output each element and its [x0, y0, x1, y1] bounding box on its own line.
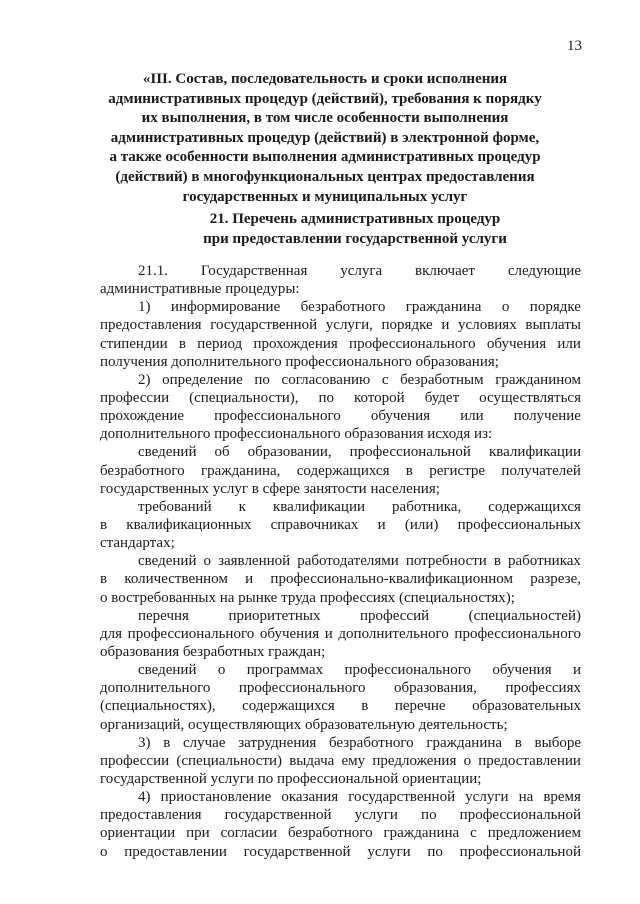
body-text	[100, 262, 581, 861]
body-word: заявленной	[218, 553, 291, 570]
body-word: о	[100, 843, 108, 860]
body-word: (или)	[404, 516, 439, 533]
body-word: предложением	[487, 825, 581, 842]
section-heading-line: «III. Состав, последовательность и сроки исполнения	[142, 71, 508, 87]
body-word: и	[377, 516, 386, 533]
body-word: предоставлении	[478, 752, 581, 769]
body-word: в	[100, 516, 108, 533]
body-word: справочниках	[270, 516, 359, 533]
body-word: выплаты	[525, 317, 581, 334]
section-heading-line: административных процедур (действий), требования к порядку	[108, 90, 542, 107]
body-word: в	[178, 335, 186, 352]
body-line: дополнительного профессионального образования исходя из:	[100, 426, 493, 443]
body-word: случае	[183, 734, 226, 751]
body-word: включает	[415, 263, 475, 279]
body-line	[100, 462, 581, 480]
body-word: разрезе,	[530, 571, 581, 588]
sub-heading	[160, 210, 550, 249]
body-line	[100, 734, 581, 752]
body-word: прохождение	[100, 408, 185, 425]
body-word: предложения	[372, 752, 457, 769]
body-word: предоставления	[100, 807, 202, 824]
body-word: содержащихся	[242, 698, 335, 715]
body-word: (специальностей)	[468, 607, 581, 624]
body-word: будет	[424, 389, 460, 406]
body-word: 4)	[138, 789, 151, 806]
body-word: образовательных	[472, 698, 581, 715]
body-word: в	[405, 462, 413, 479]
section-heading-line: государственных и муниципальных услуг	[182, 188, 468, 205]
body-line: административные процедуры:	[100, 281, 300, 298]
body-word: услуги,	[325, 317, 373, 334]
body-word: квалификации	[272, 498, 366, 515]
body-word: порядке	[381, 317, 433, 334]
body-word: по	[421, 807, 437, 824]
body-word: (специальности)	[176, 752, 283, 769]
body-word: государственной	[348, 789, 456, 806]
body-line	[100, 552, 581, 570]
body-line	[100, 298, 581, 316]
body-line	[100, 389, 581, 407]
body-word: регистре	[429, 462, 486, 479]
body-line: государственных услуг в сфере занятости населения;	[100, 480, 440, 497]
body-word: обучения	[370, 408, 431, 425]
body-word: профессионального	[454, 625, 581, 642]
body-word: выдача	[289, 752, 335, 769]
body-word: потребности	[405, 553, 487, 570]
body-line	[100, 316, 581, 334]
body-word: на	[518, 789, 534, 806]
body-word: или	[460, 408, 484, 425]
body-word: в	[514, 734, 522, 751]
body-word: квалификации	[488, 444, 581, 461]
body-word: безработным	[400, 371, 484, 388]
body-word: безработного	[328, 734, 414, 751]
body-word: профессии	[100, 389, 170, 406]
body-word: профессионального	[344, 662, 472, 679]
body-word: профессий	[359, 607, 430, 624]
body-word: перечня	[138, 607, 189, 624]
body-word: гражданина	[383, 825, 460, 842]
body-word: профессии	[100, 752, 170, 769]
body-line: государственной услуги по профессиональной ориентации;	[100, 770, 482, 787]
body-line	[100, 516, 581, 534]
body-word: сведений	[138, 662, 197, 679]
body-line	[100, 697, 581, 715]
body-word: согласованию	[281, 371, 371, 388]
body-word: предоставления	[100, 317, 202, 334]
body-word: работодателями	[297, 553, 399, 570]
body-word: услуги	[465, 789, 509, 806]
body-word: 21.1.	[138, 263, 168, 279]
body-word: профессиональной	[459, 807, 581, 824]
body-word: образования,	[394, 680, 477, 697]
body-word: и	[245, 571, 254, 588]
body-word: дополнительного	[100, 680, 211, 697]
body-word: гражданина	[426, 734, 503, 751]
body-word: обучения	[492, 662, 552, 679]
body-line	[100, 498, 581, 516]
body-word: обучения	[259, 625, 320, 642]
body-line	[100, 262, 581, 280]
body-word: по	[254, 371, 270, 388]
body-word: о	[217, 662, 226, 679]
body-word: информирование	[170, 299, 281, 316]
page-number: 13	[567, 38, 582, 54]
body-line	[100, 371, 581, 389]
body-word: профессиональной	[459, 843, 581, 860]
body-word: профессионального	[238, 680, 366, 697]
body-word: квалификационных	[126, 516, 252, 533]
body-word: программах	[246, 662, 324, 679]
body-word: 3)	[138, 734, 151, 751]
body-word: требований	[138, 498, 212, 515]
body-word: получение	[513, 408, 581, 425]
body-word: безработного	[100, 462, 185, 479]
section-heading-line: их выполнения, в том числе особенности выполнения	[141, 110, 509, 127]
body-word: государственной	[210, 317, 318, 334]
body-word: профессионального	[127, 625, 255, 642]
section-heading-line: (действий) в многофункциональных центрах предоставления	[115, 168, 535, 185]
body-word: и	[324, 625, 333, 642]
body-word: по	[427, 843, 443, 860]
body-word: содержащихся	[296, 462, 390, 479]
body-word: профессиональных	[457, 516, 581, 533]
body-line	[100, 443, 581, 461]
body-word: с	[381, 371, 389, 388]
body-word: затруднения	[238, 734, 317, 751]
body-word: в	[493, 553, 501, 570]
body-word: приостановление	[160, 789, 272, 806]
body-line	[100, 788, 581, 806]
body-line	[100, 661, 581, 679]
body-word: профессионального	[349, 335, 476, 352]
body-word: при	[186, 825, 210, 842]
body-word: которой	[354, 389, 405, 406]
body-word: гражданина,	[200, 462, 281, 479]
sub-heading-line: 21. Перечень административных процедур	[209, 211, 501, 227]
body-word: (специальности),	[189, 389, 299, 406]
body-word: период	[197, 335, 243, 352]
body-word: профессионального	[214, 408, 341, 425]
body-word: гражданина	[405, 299, 482, 316]
body-word: в	[361, 698, 369, 715]
body-word: осуществляться	[479, 389, 581, 406]
body-word: безработного	[287, 825, 373, 842]
body-word: условиях	[458, 317, 517, 334]
body-word: с	[470, 825, 477, 842]
body-word: получателей	[501, 462, 581, 479]
body-word: образовании,	[247, 444, 332, 461]
body-word: согласии	[220, 825, 278, 842]
body-line: получения дополнительного профессионального образования;	[100, 353, 499, 370]
body-word: гражданином	[495, 371, 581, 388]
body-line: организаций, осуществляющих образовательную деятельность;	[100, 716, 508, 733]
body-word: 1)	[138, 299, 151, 316]
body-word: Государственная	[200, 263, 308, 279]
body-line: стандартах;	[100, 535, 175, 552]
body-word: о	[501, 299, 510, 316]
body-line	[100, 843, 581, 861]
body-word: и	[572, 662, 581, 679]
body-word: порядке	[529, 299, 581, 316]
body-line	[100, 806, 581, 824]
body-word: сведений	[138, 444, 197, 461]
body-word: ориентации	[100, 825, 176, 842]
body-word: услуга	[340, 263, 383, 279]
body-word: оказания	[281, 789, 339, 806]
body-line	[100, 335, 581, 353]
body-word: профессионально-квалификационном	[270, 571, 513, 588]
body-word: количественном	[124, 571, 228, 588]
body-word: государственной	[224, 807, 332, 824]
body-line	[100, 407, 581, 425]
body-word: обучения	[486, 335, 547, 352]
body-line	[100, 824, 581, 842]
body-word: перечне	[394, 698, 446, 715]
body-word: и	[441, 317, 450, 334]
body-line	[100, 625, 581, 643]
body-word: содержащихся	[488, 498, 581, 515]
body-line: образования безработных граждан;	[100, 643, 326, 660]
body-word: прохождения	[253, 335, 338, 352]
body-word: об	[214, 444, 230, 461]
body-word: о	[203, 553, 212, 570]
body-word: услуги	[367, 843, 411, 860]
body-word: профессиях	[505, 680, 581, 697]
body-word: безработного	[300, 299, 386, 316]
section-heading	[100, 70, 550, 207]
body-word: сведений	[138, 553, 197, 570]
body-line	[100, 679, 581, 697]
body-word: предоставлении	[124, 843, 227, 860]
body-word: 2)	[138, 371, 151, 388]
sub-heading-line: при предоставлении государственной услуги	[203, 230, 507, 247]
section-heading-line: а также особенности выполнения административных процедур	[109, 149, 541, 166]
body-line	[100, 570, 581, 588]
body-word: работника,	[392, 498, 462, 515]
body-word: профессиональной	[349, 444, 471, 461]
body-word: услуги	[354, 807, 398, 824]
body-word: (специальностях),	[100, 698, 216, 715]
body-word: ему	[341, 752, 366, 769]
body-word: время	[543, 789, 581, 806]
body-line	[100, 752, 581, 770]
body-word: следующие	[507, 263, 581, 279]
body-word: к	[238, 498, 246, 515]
body-word: в	[100, 571, 108, 588]
body-word: по	[318, 389, 335, 406]
body-line: о востребованных на рынке труда профессиях (специальностях);	[100, 589, 515, 606]
body-word: дополнительного	[338, 625, 449, 642]
body-word: или	[557, 335, 581, 352]
body-word: определение	[162, 371, 243, 388]
body-word: государственной	[243, 843, 351, 860]
body-word: выборе	[534, 734, 581, 751]
body-word: для	[100, 625, 123, 642]
body-word: в	[163, 734, 171, 751]
body-word: о	[463, 752, 472, 769]
body-line	[100, 607, 581, 625]
body-word: работниках	[508, 553, 581, 570]
body-word: стипендии	[100, 335, 168, 352]
body-word: приоритетных	[228, 607, 321, 624]
section-heading-line: административных процедур (действий) в электронной форме,	[110, 129, 540, 146]
